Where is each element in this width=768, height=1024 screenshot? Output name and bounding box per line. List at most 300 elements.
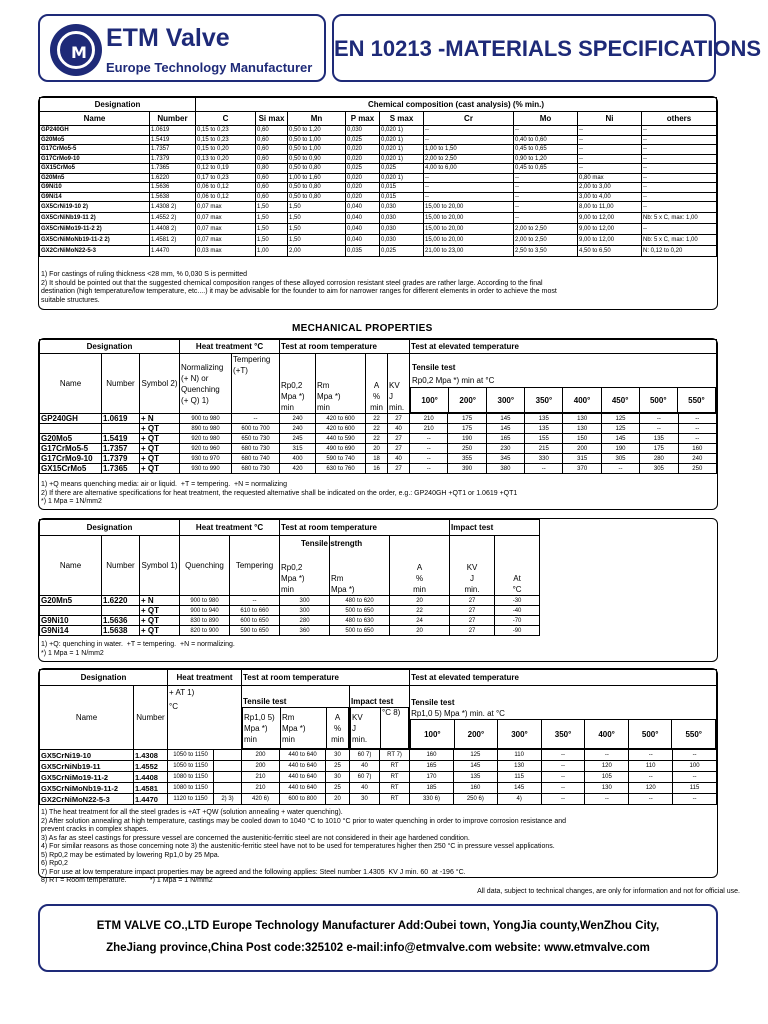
m3-cell: 115 — [673, 783, 717, 794]
chem-cell: GX2CrNiMoN22-5-3 — [40, 246, 150, 257]
m2-cell: 360 — [280, 626, 330, 636]
chem-cell: 1,00 — [256, 246, 288, 257]
m1-cell: 315 — [563, 454, 601, 464]
m1-cell: 175 — [640, 444, 678, 454]
m3-temp-header: 500° — [628, 720, 672, 749]
m1-cell: 27 — [388, 464, 410, 474]
m1-temp-header: 550° — [677, 388, 715, 413]
chem-cell: 15,00 to 20,00 — [424, 202, 514, 213]
m3-kv-header: KV J min. — [351, 708, 381, 749]
chem-cell: -- — [642, 224, 717, 235]
chem-cell: G20Mn5 — [40, 173, 150, 183]
page-title: EN 10213 -MATERIALS SPECIFICATIONS — [334, 36, 762, 61]
m1-cell: -- — [410, 444, 448, 454]
m3-cell: -- — [541, 761, 585, 772]
m1-cell: 22 — [366, 424, 388, 434]
m1-cell: 210 — [410, 424, 448, 434]
m3-name-header: Name — [40, 686, 134, 750]
m3-cell: 145 — [453, 761, 497, 772]
m2-cell: -- — [230, 596, 280, 606]
m2-cell — [40, 606, 102, 616]
m3-cell: 1080 to 1150 — [168, 772, 214, 783]
chem-cell: 9,00 to 12,00 — [578, 235, 642, 246]
chem-cell: 1.7365 — [150, 164, 196, 174]
chem-cell: 21,00 to 23,00 — [424, 246, 514, 257]
chem-cell: 0,12 to 0,19 — [196, 164, 256, 174]
chem-cell: -- — [642, 126, 717, 136]
chem-cell: 0,030 — [380, 213, 424, 224]
chem-row — [40, 213, 717, 224]
chem-cell: 0,50 to 0,80 — [288, 164, 346, 174]
m1-cell: 370 — [563, 464, 601, 474]
m2-cell: -90 — [495, 626, 540, 636]
m1-name-header: Name — [40, 354, 102, 414]
chem-row — [40, 183, 717, 193]
chem-cell: 0,025 — [346, 135, 380, 145]
chem-cell: 1.4408 2) — [150, 224, 196, 235]
m3-cell: 30 — [326, 772, 350, 783]
chem-cell: 1.5419 — [150, 135, 196, 145]
m1-cell: 420 to 600 — [316, 414, 366, 424]
chem-cell: -- — [514, 183, 578, 193]
m3-cell: -- — [541, 750, 585, 761]
footer-box — [38, 904, 718, 972]
m3-cell: RT — [380, 794, 410, 805]
m1-room-header: Test at room temperature — [280, 340, 410, 354]
chem-cell: 0,030 — [380, 235, 424, 246]
brand-tagline: Europe Technology Manufacturer — [106, 60, 313, 75]
chem-cell: 0,035 — [346, 246, 380, 257]
m3-cell: 25 — [326, 783, 350, 794]
chem-cell: 0,015 — [380, 192, 424, 202]
m2-cell: 22 — [390, 606, 450, 616]
m2-at-header: At °C — [495, 536, 540, 596]
chem-cell: 0,06 to 0,12 — [196, 192, 256, 202]
chem-cell: 0,90 to 1,20 — [514, 154, 578, 164]
etm-logo-icon: M — [50, 24, 102, 76]
m3-cell: RT — [380, 772, 410, 783]
m2-name-header: Name — [40, 536, 102, 596]
chem-col-header: Si max — [256, 112, 288, 126]
m2-cell: 300 — [280, 606, 330, 616]
chem-cell: 1.7379 — [150, 154, 196, 164]
m1-cell: 27 — [388, 434, 410, 444]
m3-cell: -- — [673, 772, 717, 783]
m1-cell: 240 — [280, 424, 316, 434]
m1-row — [40, 454, 717, 464]
m2-number-header: Number — [102, 536, 140, 596]
chem-cell: 1,50 — [256, 224, 288, 235]
m1-cell: 210 — [410, 414, 448, 424]
chem-cell: 0,025 — [346, 164, 380, 174]
m3-tensile-header: Tensile test — [243, 697, 287, 706]
m3-cell: 170 — [410, 772, 454, 783]
chem-cell: 3,00 to 4,00 — [578, 192, 642, 202]
chem-cell: Nb: 5 x C, max: 1,00 — [642, 235, 717, 246]
m3-cell — [214, 750, 242, 761]
chem-row — [40, 126, 717, 136]
m3-cell: 2) 3) — [214, 794, 242, 805]
m3-cell: -- — [585, 794, 629, 805]
m1-cell: 920 to 980 — [180, 434, 232, 444]
chem-col-header: Mo — [514, 112, 578, 126]
m3-rm-header: Rm Mpa *) min — [281, 708, 327, 749]
m3-cell: 1.4408 — [134, 772, 168, 783]
chem-cell: 1,50 — [256, 202, 288, 213]
m2-cell: 27 — [450, 626, 495, 636]
chem-cell: 4,00 to 6,00 — [424, 164, 514, 174]
m1-rpel-header: Rp0,2 Mpa *) min at °C — [412, 376, 495, 385]
chem-cell: 1.4581 2) — [150, 235, 196, 246]
m1-row — [40, 434, 717, 444]
m1-norm-header: Normalizing (+ N) or Quenching (+ Q) 1) — [180, 354, 232, 414]
chem-cell: -- — [642, 164, 717, 174]
chem-row — [40, 145, 717, 155]
m3-number-header: Number — [134, 686, 168, 750]
chem-cell: 0,040 — [346, 202, 380, 213]
chem-cell: 0,020 — [346, 173, 380, 183]
m2-cell: 20 — [390, 626, 450, 636]
m3-heat2-header: + AT 1) °C — [168, 686, 242, 750]
m1-cell: 130 — [563, 414, 601, 424]
m3-cell: 40 — [350, 761, 380, 772]
m1-cell: -- — [525, 464, 563, 474]
m3-cell: 440 to 640 — [280, 750, 326, 761]
chem-row — [40, 224, 717, 235]
m1-cell: 155 — [525, 434, 563, 444]
m3-row — [40, 750, 717, 761]
m3-notes: 1) The heat treatment for all the steel grades is +AT +QW (solution annealing + water quenching). 2) After solution annealing at high temperature, castings may be cooled down to 1040 °C to 1010 °C prior to water quenching in order to improve corrosion resistance and prevent cracks in complex shapes. 3) As far as steel castings for pressure vessel are concerned the austenitic-ferritic steel are not considered in their age hardened condition. 4) For similar reasons as those concerning note 3) the austenitic-ferritic steel have not to be used for temperatures higher then 250 °C in pressure vessel applications. 5) Rp0,2 may be estimated by lowering Rp1,0 by 25 Mpa. 6) Rp0,2 7) For use at low temperature impact properties may be agreed and the following applies: Steel number 1.4305 KV J min. 60 at -196 °C. 8) RT = Room temperature. *) 1 Mpa = 1 N/mm2 — [41, 809, 567, 884]
chem-cell: -- — [424, 126, 514, 136]
chem-cell: -- — [578, 154, 642, 164]
chem-cell: 0,45 to 0,65 — [514, 164, 578, 174]
m3-cell: -- — [541, 794, 585, 805]
chem-cell: 0,80 max — [578, 173, 642, 183]
m2-cell: 500 to 650 — [330, 606, 390, 616]
m1-cell: 355 — [448, 454, 486, 464]
m1-cell: + QT — [140, 444, 180, 454]
m2-cell: G20Mn5 — [40, 596, 102, 606]
m1-cell: 1.7365 — [102, 464, 140, 474]
m3-cell: 135 — [453, 772, 497, 783]
m1-heat-header: Heat treatment °C — [180, 340, 280, 354]
m1-rm-header: Rm Mpa *) min — [316, 354, 366, 414]
chem-cell: 0,020 1) — [380, 145, 424, 155]
m3-cell: 330 6) — [410, 794, 454, 805]
m3-room-header: Test at room temperature — [242, 670, 410, 686]
chem-cell: GX5CrNiMo19-11-2 2) — [40, 224, 150, 235]
chem-cell: 0,020 — [346, 192, 380, 202]
m1-temp-header: 100° — [411, 388, 449, 413]
m1-cell: 165 — [486, 434, 524, 444]
m1-row — [40, 414, 717, 424]
logo-box — [38, 14, 326, 82]
m1-cell: 145 — [486, 424, 524, 434]
chem-row — [40, 173, 717, 183]
chem-cell: GX5CrNi19-10 2) — [40, 202, 150, 213]
m1-cell: 420 to 600 — [316, 424, 366, 434]
m1-cell: 190 — [448, 434, 486, 444]
chem-cell: 0,015 — [380, 183, 424, 193]
m2-tensile-label: Tensile strength — [301, 539, 363, 548]
m1-cell — [40, 424, 102, 434]
mechanical-table-3 — [38, 668, 718, 884]
chem-cell: 0,020 1) — [380, 126, 424, 136]
brand-name: ETM Valve — [106, 24, 230, 52]
chem-cell: 1,50 — [288, 202, 346, 213]
m3-row — [40, 772, 717, 783]
chem-cell: 0,50 to 0,80 — [288, 183, 346, 193]
chem-cell: -- — [514, 213, 578, 224]
m2-cell: 20 — [390, 596, 450, 606]
chem-cell: 1,50 — [256, 235, 288, 246]
m2-designation-header: Designation — [40, 520, 180, 536]
chem-cell: 2,00 to 3,00 — [578, 183, 642, 193]
m2-cell: + N — [140, 596, 180, 606]
m2-cell: 24 — [390, 616, 450, 626]
m3-rpel-header: Rp1,0 5) Mpa *) min. at °C — [411, 709, 505, 718]
m1-cell: 135 — [525, 424, 563, 434]
chem-cell: -- — [642, 145, 717, 155]
m1-cell: -- — [640, 414, 678, 424]
m2-cell: 1.5636 — [102, 616, 140, 626]
chem-row — [40, 164, 717, 174]
m1-cell: 400 — [280, 454, 316, 464]
m2-cell: + QT — [140, 616, 180, 626]
m2-row — [40, 616, 540, 626]
m3-rp-header: Rp1,0 5) Mpa *) min — [243, 708, 281, 749]
m1-temp-header: 300° — [487, 388, 525, 413]
chem-cell: 0,60 — [256, 145, 288, 155]
m2-cell: 1.5638 — [102, 626, 140, 636]
chem-cell: 0,60 — [256, 154, 288, 164]
chem-cell: 1.7357 — [150, 145, 196, 155]
chem-cell: 0,60 — [256, 173, 288, 183]
m2-cell: 600 to 650 — [230, 616, 280, 626]
chem-cell: 0,040 — [346, 224, 380, 235]
m3-cell: -- — [629, 772, 673, 783]
chem-cell: 0,60 — [256, 192, 288, 202]
chem-cell: 1,50 — [256, 213, 288, 224]
chem-cell: -- — [578, 145, 642, 155]
m1-cell: -- — [232, 414, 280, 424]
m3-cell: 440 to 640 — [280, 772, 326, 783]
m3-cell: 1050 to 1150 — [168, 761, 214, 772]
m3-cell: RT — [380, 783, 410, 794]
m2-cell: 610 to 660 — [230, 606, 280, 616]
m3-temp-header: 100° — [411, 720, 455, 749]
m1-cell: 1.7357 — [102, 444, 140, 454]
m1-cell: -- — [410, 454, 448, 464]
chem-cell: G20Mo5 — [40, 135, 150, 145]
chem-cell: -- — [642, 173, 717, 183]
m3-cell: -- — [541, 783, 585, 794]
m3-cell: 120 — [585, 761, 629, 772]
chem-col-header: Cr — [424, 112, 514, 126]
m1-cell: 890 to 980 — [180, 424, 232, 434]
chem-cell: 0,040 — [346, 213, 380, 224]
m1-cell: 215 — [525, 444, 563, 454]
m2-rp-header: Rp0,2 Mpa *) min — [280, 536, 330, 596]
m1-number-header: Number — [102, 354, 140, 414]
m1-temp-header: 400° — [563, 388, 601, 413]
m2-cell: 27 — [450, 616, 495, 626]
chem-cell: -- — [578, 164, 642, 174]
chem-cell: GP240GH — [40, 126, 150, 136]
chem-cell: -- — [642, 135, 717, 145]
m1-cell: 27 — [388, 444, 410, 454]
m1-cell: 230 — [486, 444, 524, 454]
m3-cell: 420 6) — [242, 794, 280, 805]
m1-cell: 420 — [280, 464, 316, 474]
chem-cell: 15,00 to 20,00 — [424, 224, 514, 235]
chem-cell: 0,07 max — [196, 224, 256, 235]
chem-cell: 1.4470 — [150, 246, 196, 257]
m1-cell: 440 to 590 — [316, 434, 366, 444]
m3-heat-header: Heat treatment — [168, 670, 242, 686]
m2-kv-header: KV J min. — [450, 536, 495, 596]
m3-cell: 105 — [585, 772, 629, 783]
m2-cell: G9Ni10 — [40, 616, 102, 626]
m1-kv-header: KV J min. — [388, 354, 410, 414]
m3-temp-header: 200° — [454, 720, 498, 749]
m2-cell: 500 to 650 — [330, 626, 390, 636]
mechanical-table-2 — [38, 518, 718, 662]
chem-cell: 2,00 — [288, 246, 346, 257]
chem-cell: GX5CrNiMoNb19-11-2 2) — [40, 235, 150, 246]
m1-cell: GP240GH — [40, 414, 102, 424]
m1-row — [40, 444, 717, 454]
m1-cell: 40 — [388, 454, 410, 464]
chem-cell: 0,40 to 0,60 — [514, 135, 578, 145]
m3-cell: 120 — [629, 783, 673, 794]
chem-row — [40, 135, 717, 145]
m2-cell: 480 to 620 — [330, 596, 390, 606]
chem-cell: -- — [642, 202, 717, 213]
m1-cell: 680 to 740 — [232, 454, 280, 464]
m1-rp-header: Rp0,2 Mpa *) min — [280, 354, 316, 414]
chem-cell: 2,00 to 2,50 — [514, 235, 578, 246]
m1-cell: 27 — [388, 414, 410, 424]
chem-cell: 0,45 to 0,65 — [514, 145, 578, 155]
m1-cell: 240 — [678, 454, 716, 464]
chem-cell: 0,06 to 0,12 — [196, 183, 256, 193]
m2-cell: 480 to 630 — [330, 616, 390, 626]
page-header — [38, 14, 762, 82]
m3-cel-header: °C 8) — [381, 708, 409, 749]
m3-cell: 60 7) — [350, 750, 380, 761]
m2-row — [40, 596, 540, 606]
m1-cell: 315 — [280, 444, 316, 454]
chem-cell: Nb: 5 x C, max: 1,00 — [642, 213, 717, 224]
m3-cell: 60 7) — [350, 772, 380, 783]
m1-cell: 160 — [678, 444, 716, 454]
chem-cell: G9Ni14 — [40, 192, 150, 202]
m1-designation-header: Designation — [40, 340, 180, 354]
m2-cell: + QT — [140, 626, 180, 636]
m1-cell: 22 — [366, 434, 388, 444]
chem-cell: 0,040 — [346, 235, 380, 246]
m3-cell: 1050 to 1150 — [168, 750, 214, 761]
m2-row — [40, 626, 540, 636]
m1-cell: + QT — [140, 464, 180, 474]
m3-temp-header: 300° — [498, 720, 542, 749]
m1-cell: 380 — [486, 464, 524, 474]
m3-designation-header: Designation — [40, 670, 168, 686]
m3-cell: 210 — [242, 783, 280, 794]
m1-cell: GX15CrMo5 — [40, 464, 102, 474]
m3-temp-header: 400° — [585, 720, 629, 749]
m3-cell: 30 — [326, 750, 350, 761]
m1-cell: 250 — [678, 464, 716, 474]
chem-cell: 0,025 — [380, 246, 424, 257]
m3-cell: 115 — [497, 772, 541, 783]
chem-cell: -- — [642, 192, 717, 202]
m1-symbol-header: Symbol 2) — [140, 354, 180, 414]
m1-cell: 125 — [601, 414, 639, 424]
chem-cell: 2,50 to 3,50 — [514, 246, 578, 257]
chem-cell: 0,020 1) — [380, 154, 424, 164]
m1-cell — [102, 424, 140, 434]
chem-cell: 0,50 to 0,90 — [288, 154, 346, 164]
m1-cell: 18 — [366, 454, 388, 464]
chem-cell: 1.4308 2) — [150, 202, 196, 213]
m2-cell: 590 to 650 — [230, 626, 280, 636]
chem-cell: 0,15 to 0,20 — [196, 145, 256, 155]
m3-cell: 110 — [497, 750, 541, 761]
m1-temp-header: 350° — [525, 388, 563, 413]
m1-cell: 930 to 970 — [180, 454, 232, 464]
m1-cell: -- — [678, 424, 716, 434]
m3-cell: 600 to 800 — [280, 794, 326, 805]
chem-col-header: C — [196, 112, 256, 126]
m2-heat-header: Heat treatment °C — [180, 520, 280, 536]
chem-cell: 0,030 — [346, 126, 380, 136]
m1-cell: 590 to 740 — [316, 454, 366, 464]
m3-cell: 210 — [242, 772, 280, 783]
m1-cell: 40 — [388, 424, 410, 434]
m2-notes: 1) +Q: quenching in water. +T = tempering. +N = normalizing. *) 1 Mpa = 1 N/mm2 — [41, 641, 235, 657]
m3-cell: -- — [585, 750, 629, 761]
m1-temp-header: 450° — [601, 388, 639, 413]
chem-cell: -- — [424, 173, 514, 183]
chem-cell: 15,00 to 20,00 — [424, 235, 514, 246]
m1-cell: 650 to 730 — [232, 434, 280, 444]
chem-row — [40, 235, 717, 246]
m2-cell: -30 — [495, 596, 540, 606]
chem-cell: 0,13 to 0,20 — [196, 154, 256, 164]
chem-cell: 0,50 to 1,00 — [288, 145, 346, 155]
m3-cell: 25 — [326, 761, 350, 772]
m1-cell: 190 — [601, 444, 639, 454]
m2-cell: 820 to 900 — [180, 626, 230, 636]
m1-cell: 175 — [448, 414, 486, 424]
m1-cell: 490 to 690 — [316, 444, 366, 454]
m1-cell: 16 — [366, 464, 388, 474]
m3-cell: -- — [629, 794, 673, 805]
m1-temp-header: 500° — [639, 388, 677, 413]
m2-row — [40, 606, 540, 616]
m3-cell: 200 — [242, 761, 280, 772]
chem-cell: 0,60 — [256, 183, 288, 193]
m3-cell: 440 to 640 — [280, 783, 326, 794]
chem-cell: GX5CrNiNb19-11 2) — [40, 213, 150, 224]
m2-room-header: Test at room temperature — [280, 520, 450, 536]
m3-cell: 100 — [673, 761, 717, 772]
chem-cell: G9Ni10 — [40, 183, 150, 193]
chem-cell: -- — [514, 173, 578, 183]
m3-cell: 20 — [326, 794, 350, 805]
